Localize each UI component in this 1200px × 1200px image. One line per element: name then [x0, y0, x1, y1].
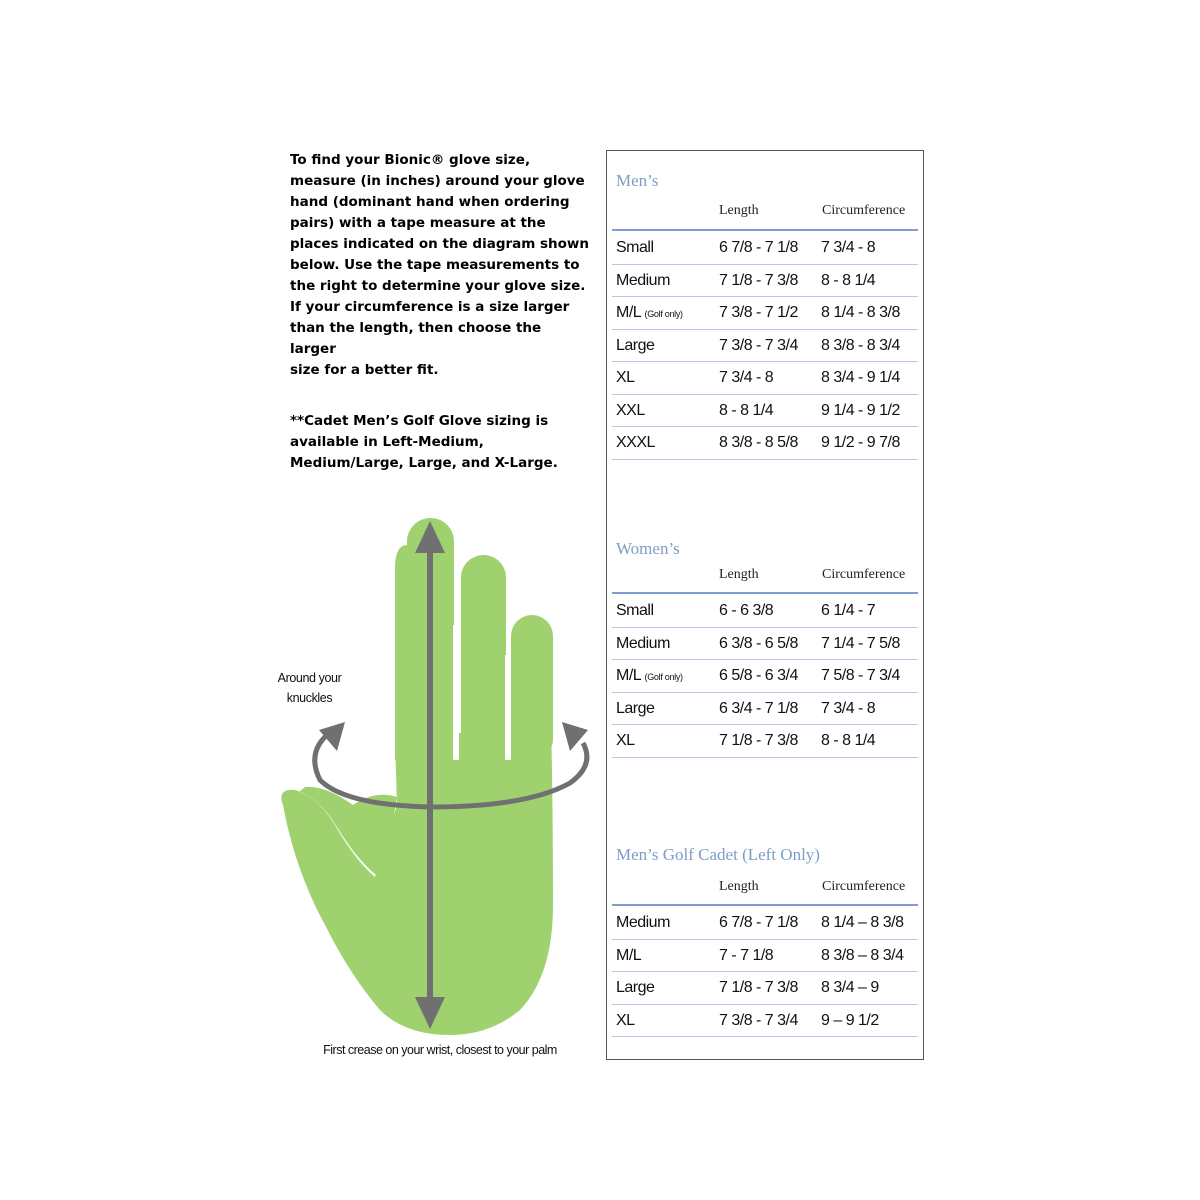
- circumference-header: Circumference: [822, 567, 906, 582]
- circumference-header: Circumference: [822, 203, 906, 218]
- circumference-cell: 6 1/4 - 7: [821, 602, 876, 619]
- circumference-header: Circumference: [822, 879, 906, 894]
- womens-rows: [612, 595, 918, 758]
- size-cell: [616, 272, 670, 290]
- circumference-cell: 8 1/4 - 8 3/8: [821, 304, 900, 321]
- circumference-cell: 8 - 8 1/4: [821, 271, 876, 289]
- size-note: (Golf only): [644, 309, 683, 319]
- size-name: XL: [616, 732, 635, 749]
- section-title: Men’s Golf Cadet (Left Only): [616, 845, 820, 864]
- size-cell: [616, 337, 654, 355]
- instruction-line: below. Use the tape measurements to: [290, 257, 580, 273]
- size-cell: [616, 635, 670, 653]
- size-cell: [616, 304, 683, 322]
- length-cell: 6 - 6 3/8: [719, 602, 774, 619]
- instruction-line: pairs) with a tape measure at the: [290, 215, 546, 231]
- length-cell: 7 3/8 - 7 3/4: [719, 336, 798, 354]
- size-row: [612, 628, 918, 661]
- size-cell: [616, 914, 670, 932]
- size-name: XXL: [616, 401, 645, 419]
- knuckles-label-line: knuckles: [286, 691, 333, 705]
- length-cell: 7 1/8 - 7 3/8: [719, 271, 798, 289]
- length-cell: 6 7/8 - 7 1/8: [719, 239, 798, 256]
- size-name: Large: [616, 336, 655, 354]
- note-line: Medium/Large, Large, and X-Large.: [290, 455, 558, 471]
- hand-diagram: [265, 505, 605, 1045]
- hand-shape: [281, 518, 553, 1035]
- size-name: Small: [616, 239, 654, 256]
- size-name: Medium: [616, 914, 670, 931]
- size-row: [612, 297, 918, 330]
- instructions-paragraph: [290, 150, 590, 381]
- size-cell: [616, 602, 654, 620]
- cadet-rows: [612, 907, 918, 1037]
- header-rule: [612, 229, 918, 231]
- hand-illustration: [265, 505, 605, 1045]
- wrist-label: First crease on your wrist, closest to your palm: [323, 1043, 557, 1057]
- size-row: [612, 427, 918, 460]
- size-row: [612, 693, 918, 726]
- knuckles-label: [262, 668, 357, 708]
- sizing-instructions: [290, 150, 590, 474]
- size-name: Medium: [616, 634, 670, 652]
- size-cell: [616, 239, 654, 257]
- instruction-line: places indicated on the diagram shown: [290, 236, 590, 252]
- length-cell: 7 3/4 - 8: [719, 369, 774, 386]
- size-cell: [616, 947, 641, 965]
- size-row: [612, 907, 918, 940]
- instruction-line: If your circumference is a size larger: [290, 299, 570, 315]
- size-note: (Golf only): [644, 672, 683, 682]
- length-cell: 6 3/8 - 6 5/8: [719, 634, 798, 652]
- size-row: [612, 1005, 918, 1038]
- size-name: Small: [616, 602, 654, 619]
- size-row: [612, 725, 918, 758]
- size-cell: [616, 1012, 635, 1030]
- length-header: Length: [719, 567, 759, 582]
- instruction-line: than the length, then choose the larger: [290, 320, 542, 357]
- length-cell: 6 5/8 - 6 3/4: [719, 667, 798, 684]
- size-cell: [616, 402, 645, 420]
- circumference-cell: 8 3/4 - 9 1/4: [821, 369, 900, 386]
- instruction-line: size for a better fit.: [290, 362, 439, 378]
- note-line: available in Left-Medium,: [290, 434, 484, 450]
- size-cell: [616, 434, 655, 452]
- circumference-cell: 8 3/4 – 9: [821, 979, 879, 996]
- circumference-cell: 7 3/4 - 8: [821, 699, 876, 717]
- section-title: Women’s: [616, 539, 680, 558]
- circumference-cell: 8 1/4 – 8 3/8: [821, 914, 904, 931]
- circumference-cell: 8 3/8 - 8 3/4: [821, 336, 900, 354]
- size-name: Large: [616, 979, 655, 996]
- size-name: XXXL: [616, 434, 655, 451]
- size-cell: [616, 700, 654, 718]
- size-row: [612, 330, 918, 363]
- instruction-line: To find your Bionic® glove size,: [290, 152, 531, 168]
- instruction-line: hand (dominant hand when ordering: [290, 194, 570, 210]
- circumference-cell: 8 3/8 – 8 3/4: [821, 946, 904, 964]
- size-row: [612, 972, 918, 1005]
- size-name: Medium: [616, 271, 670, 289]
- section-title: Men’s: [616, 171, 659, 190]
- length-cell: 7 1/8 - 7 3/8: [719, 732, 798, 749]
- size-name: Large: [616, 699, 655, 717]
- size-name: M/L: [616, 667, 641, 684]
- size-row: [612, 265, 918, 298]
- size-cell: [616, 369, 635, 387]
- circumference-cell: 7 5/8 - 7 3/4: [821, 667, 900, 684]
- length-cell: 7 - 7 1/8: [719, 946, 774, 964]
- instruction-line: measure (in inches) around your glove: [290, 173, 585, 189]
- mens-rows: [612, 232, 918, 460]
- instruction-line: the right to determine your glove size.: [290, 278, 586, 294]
- size-cell: [616, 979, 654, 997]
- length-header: Length: [719, 879, 759, 894]
- length-cell: 8 3/8 - 8 5/8: [719, 434, 798, 451]
- header-rule: [612, 904, 918, 906]
- size-name: XL: [616, 1011, 635, 1029]
- size-row: [612, 232, 918, 265]
- circumference-cell: 9 1/2 - 9 7/8: [821, 434, 900, 451]
- size-row: [612, 595, 918, 628]
- size-row: [612, 395, 918, 428]
- knuckles-label-line: Around your: [277, 671, 342, 685]
- length-cell: 6 7/8 - 7 1/8: [719, 914, 798, 931]
- size-name: M/L: [616, 304, 641, 321]
- circumference-cell: 9 – 9 1/2: [821, 1011, 879, 1029]
- size-cell: [616, 667, 683, 685]
- header-rule: [612, 592, 918, 594]
- length-cell: 6 3/4 - 7 1/8: [719, 699, 798, 717]
- size-name: M/L: [616, 946, 642, 964]
- circumference-cell: 8 - 8 1/4: [821, 732, 876, 749]
- circumference-cell: 7 1/4 - 7 5/8: [821, 634, 900, 652]
- size-row: [612, 940, 918, 973]
- size-cell: [616, 732, 635, 750]
- note-line: **Cadet Men’s Golf Glove sizing is: [290, 413, 549, 429]
- length-cell: 7 3/8 - 7 1/2: [719, 304, 798, 321]
- length-header: Length: [719, 203, 759, 218]
- circumference-cell: 9 1/4 - 9 1/2: [821, 401, 900, 419]
- length-cell: 8 - 8 1/4: [719, 401, 774, 419]
- size-chart: [606, 150, 924, 1060]
- length-cell: 7 1/8 - 7 3/8: [719, 979, 798, 996]
- circumference-cell: 7 3/4 - 8: [821, 239, 876, 256]
- size-row: [612, 660, 918, 693]
- size-name: XL: [616, 369, 635, 386]
- size-row: [612, 362, 918, 395]
- length-cell: 7 3/8 - 7 3/4: [719, 1011, 798, 1029]
- cadet-note: [290, 411, 590, 474]
